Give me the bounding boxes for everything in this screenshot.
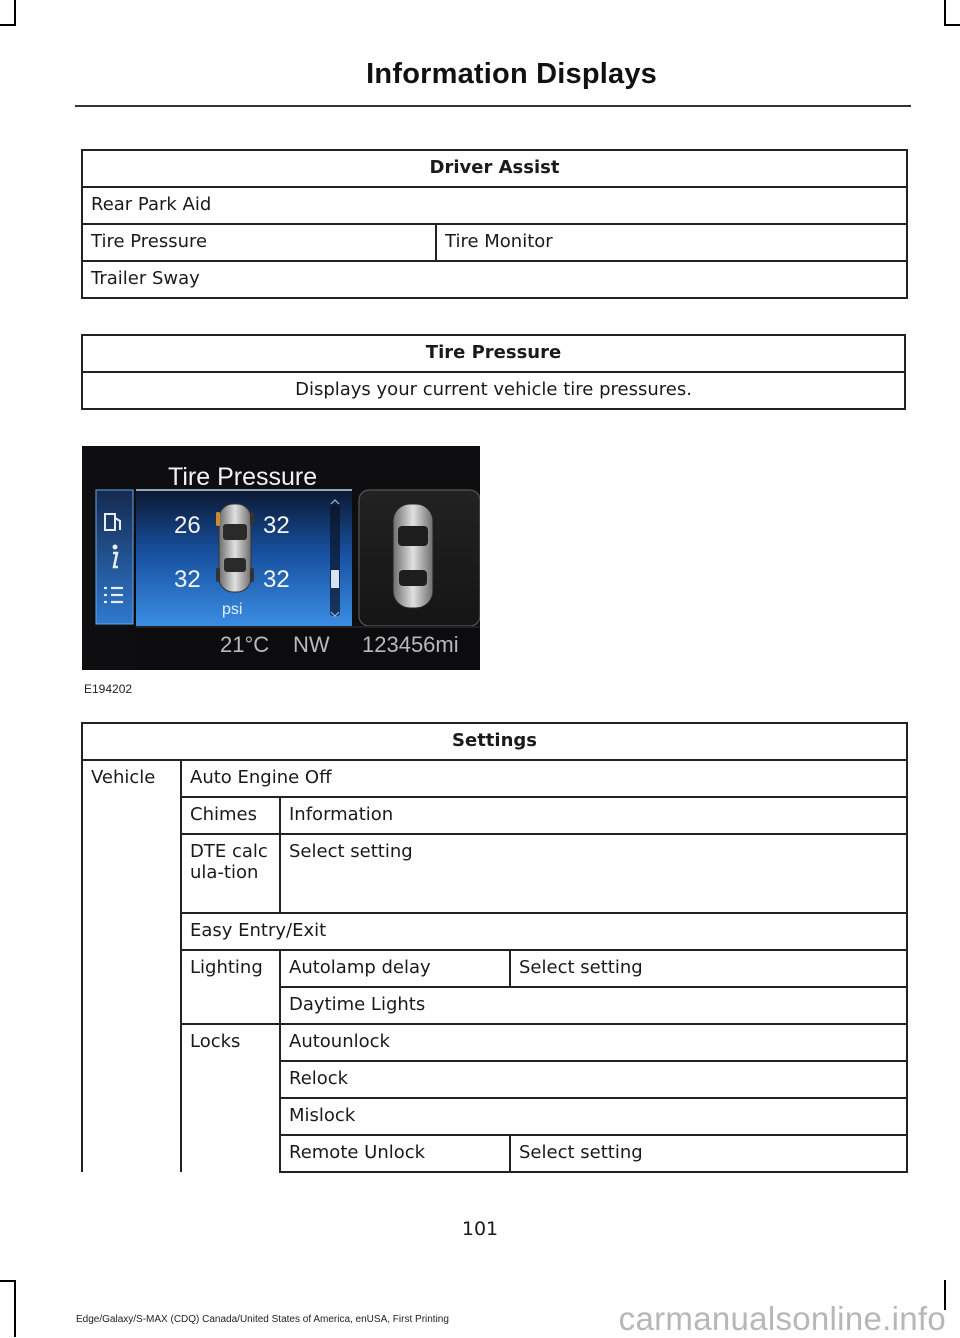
pressure-unit: psi (222, 601, 243, 618)
table-cell: Trailer Sway (82, 261, 907, 298)
crop-mark (0, 24, 14, 26)
table-cell: Locks (181, 1024, 280, 1061)
header-divider (75, 105, 911, 107)
crop-mark (14, 0, 16, 26)
footer-text: Edge/Galaxy/S-MAX (CDQ) Canada/United States of America, enUSA, First Printing (76, 1314, 449, 1325)
table-cell: DTE calcula-tion (181, 834, 280, 913)
table-cell: Tire Pressure (82, 224, 436, 261)
table-cell: Select setting (510, 950, 907, 987)
screen-title: Tire Pressure (168, 463, 318, 491)
outside-temperature: 21°C (220, 632, 270, 657)
table-cell: Daytime Lights (280, 987, 907, 1024)
figure-id: E194202 (84, 682, 133, 696)
table-cell: Easy Entry/Exit (181, 913, 907, 950)
table-cell: Chimes (181, 797, 280, 834)
tire-rear-left-value: 32 (174, 566, 201, 593)
table-cell: Select setting (280, 834, 907, 913)
table-heading: Settings (82, 723, 907, 760)
table-cell: Displays your current vehicle tire pressures. (82, 372, 905, 409)
settings-table (81, 722, 908, 1173)
cluster-screen-image (82, 446, 480, 670)
page-number: 101 (461, 1218, 499, 1240)
table-cell: Relock (280, 1061, 907, 1098)
watermark: carmanualsonline.info (618, 1300, 946, 1337)
table-cell: Remote Unlock (280, 1135, 510, 1172)
table-cell: Rear Park Aid (82, 187, 907, 224)
odometer: 123456mi (362, 632, 459, 657)
table-cell: Lighting (181, 950, 280, 987)
compass-heading: NW (293, 632, 330, 657)
crop-mark (14, 1280, 16, 1337)
table-cell: Autolamp delay (280, 950, 510, 987)
vehicle-top-view-icon (216, 504, 254, 592)
page-title: Information Displays (366, 58, 657, 90)
cluster-screen-illustration (82, 446, 480, 670)
table-cell: Mislock (280, 1098, 907, 1135)
table-cell: Tire Monitor (436, 224, 907, 261)
driver-assist-table (81, 149, 908, 299)
tire-rear-right-value: 32 (263, 566, 290, 593)
table-cell: Autounlock (280, 1024, 907, 1061)
tire-front-right-value: 32 (263, 512, 290, 539)
vehicle-top-view-large-icon (393, 504, 433, 608)
table-cell: Vehicle (82, 760, 181, 797)
crop-mark (946, 24, 960, 26)
table-heading: Tire Pressure (82, 335, 905, 372)
table-cell: Select setting (510, 1135, 907, 1172)
table-cell: Information (280, 797, 907, 834)
table-heading: Driver Assist (82, 150, 907, 187)
crop-mark (944, 0, 946, 26)
crop-mark (0, 1280, 14, 1282)
tire-pressure-table (81, 334, 906, 410)
tire-front-left-value: 26 (174, 512, 201, 539)
table-cell: Auto Engine Off (181, 760, 907, 797)
